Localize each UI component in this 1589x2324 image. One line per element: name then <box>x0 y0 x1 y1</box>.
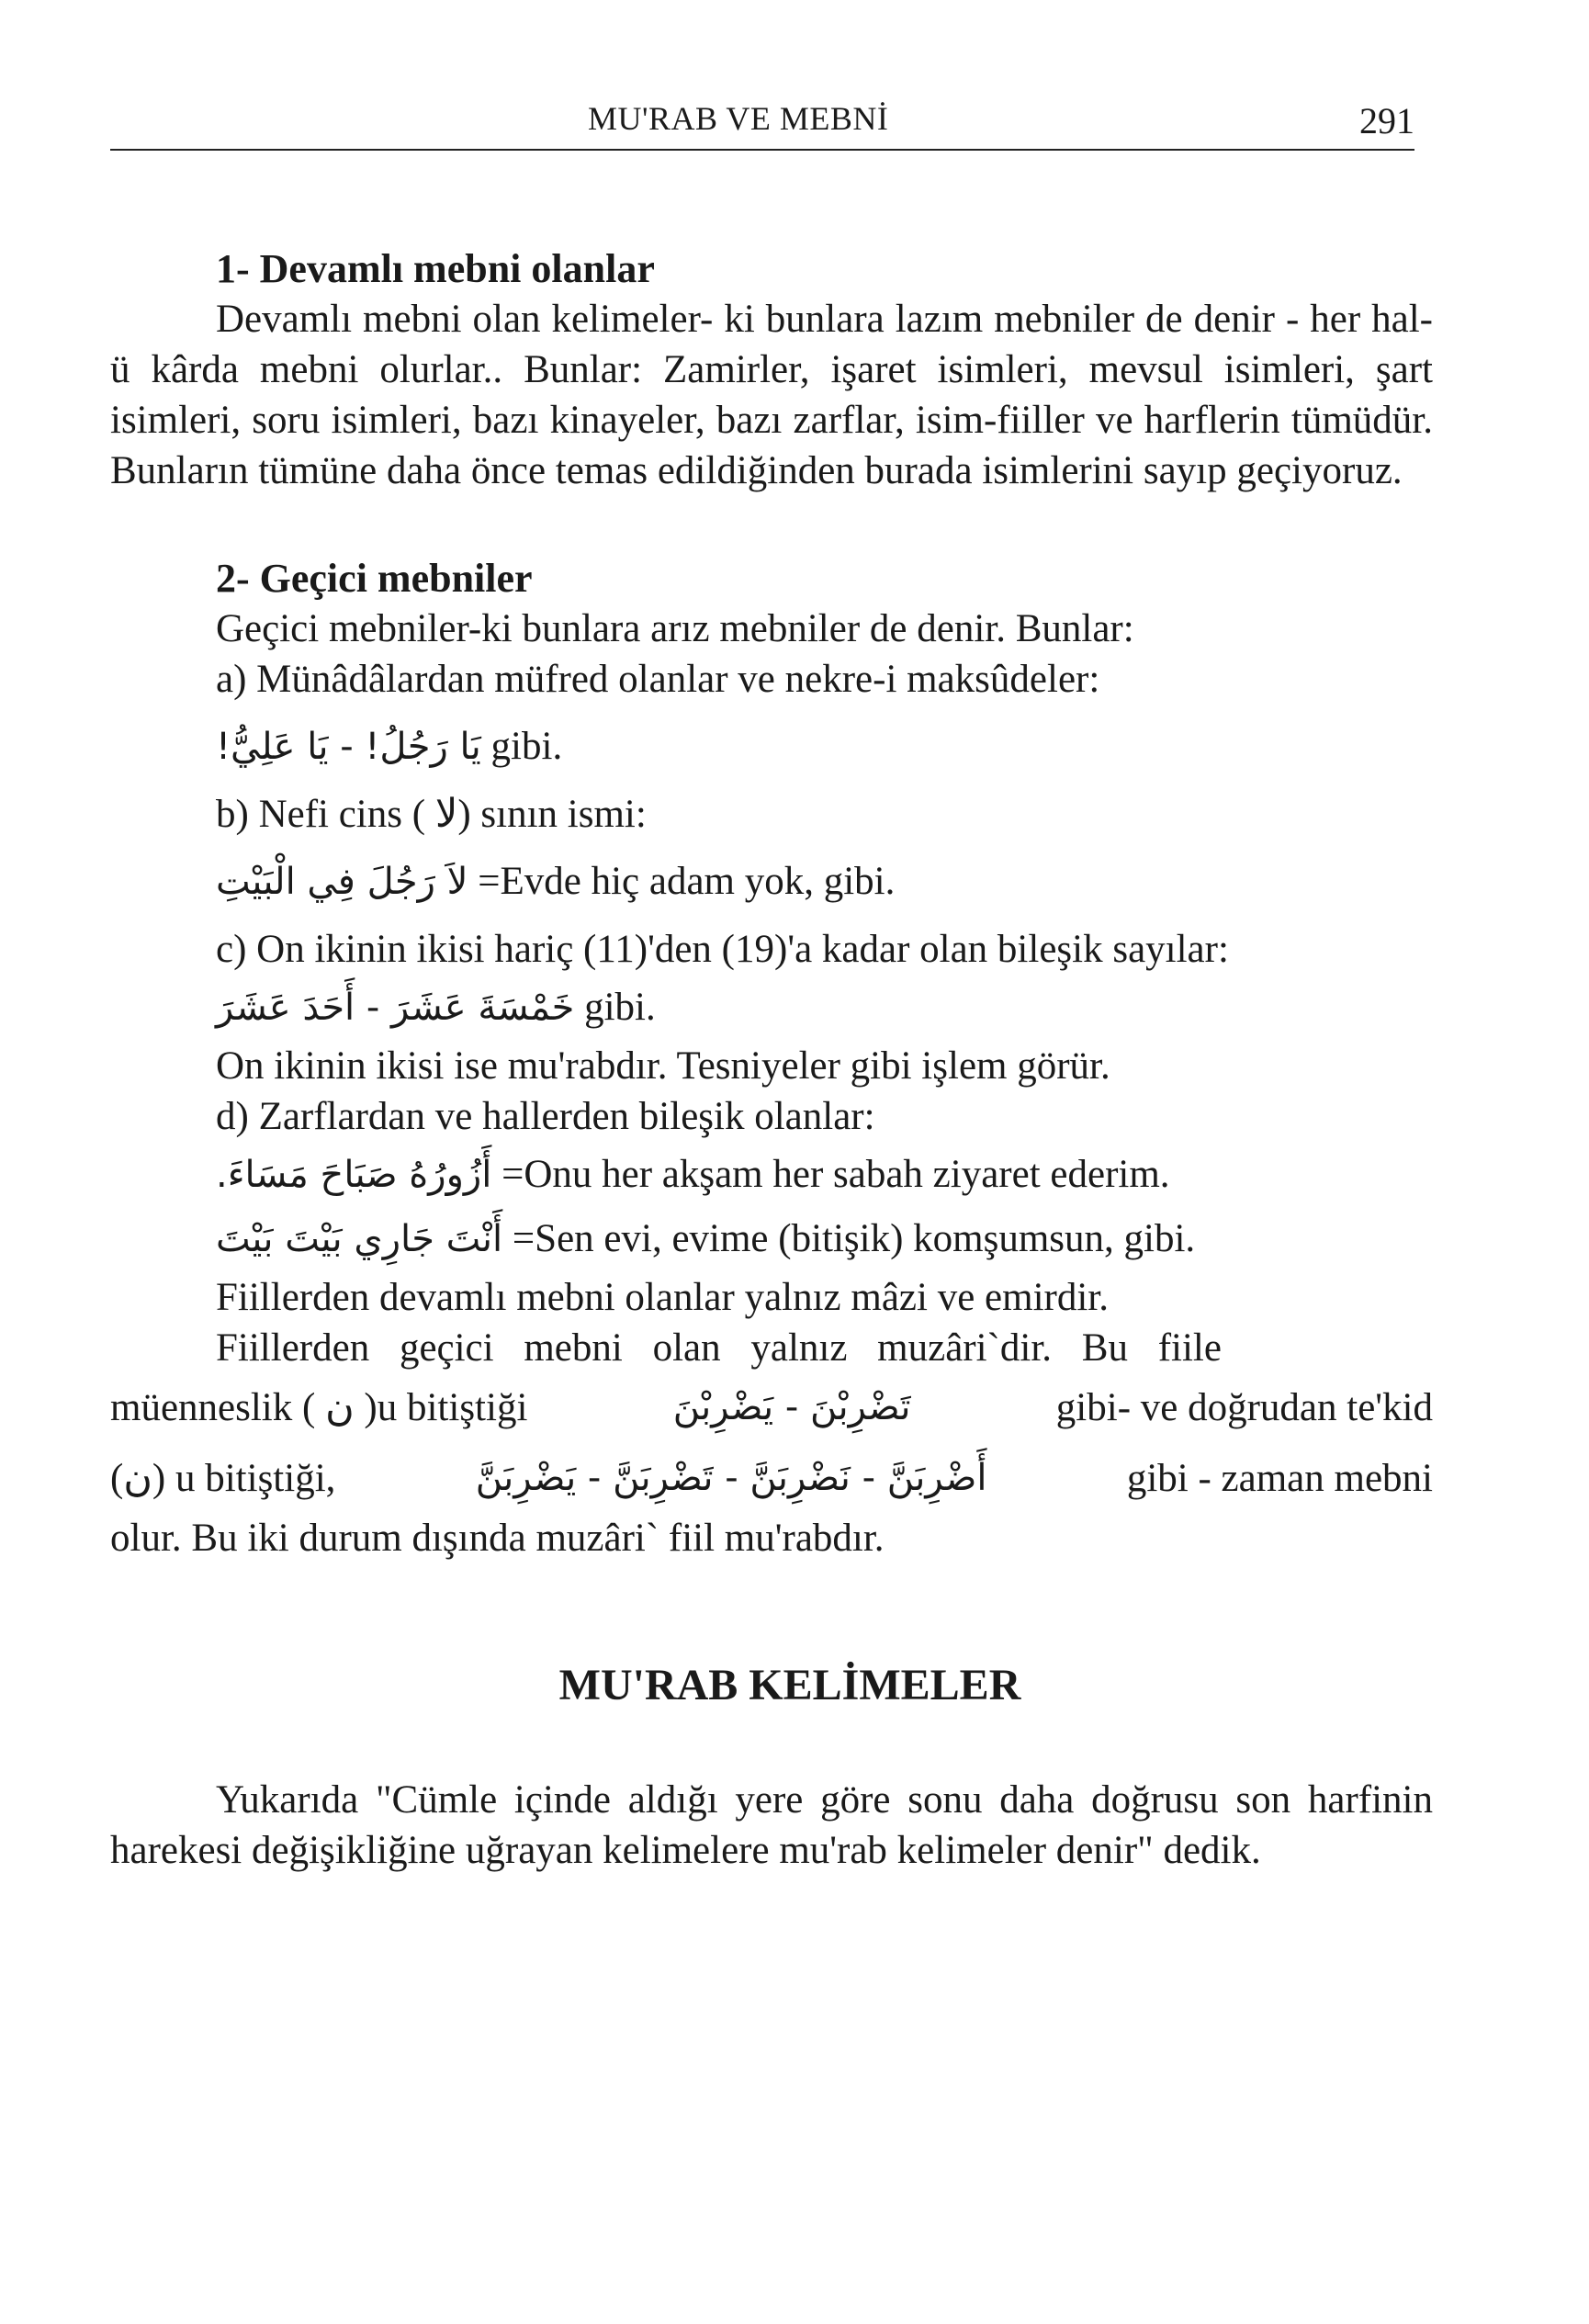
section-body-devamli: Devamlı mebni olan kelimeler- ki bunlara lazım mebniler de denir - her hal-ü kârda mebni olurlar.. Bunlar: Zamirler, işaret isimleri, mevsul isimleri, şart isimleri, soru isimleri, bazı kinayeler, bazı zarflar, isim-fiiller ve harflerin tümüdür. Bunların tümüne daha önce temas edildiğinden burada isimlerini sayıp geçiyoruz. <box>110 298 1433 492</box>
item-d-example-1 <box>110 1149 1433 1201</box>
item-c-example <box>110 982 1433 1033</box>
item-a-example <box>110 721 1433 773</box>
item-d-example-2 <box>110 1213 1433 1265</box>
verbs-line-3 <box>110 1382 1433 1433</box>
header-rule <box>110 149 1414 151</box>
item-d-label: d) Zarflardan ve hallerden bileşik olanlar: <box>216 1095 875 1138</box>
verbs-line-2-text: Fiillerden geçici mebni olan yalnız muzâri`dir. Bu fiile <box>216 1326 1222 1370</box>
arabic-example: لاَ رَجُلَ فِي الْبَيْتِ <box>216 861 468 903</box>
page-body <box>110 243 1433 1876</box>
item-c-note: On ikinin ikisi ise mu'rabdır. Tesniyeler gibi işlem görür. <box>216 1044 1110 1088</box>
arabic-example: أَنْتَ جَارِي بَيْتَ بَيْتَ <box>216 1218 503 1260</box>
section-intro-gecici: Geçici mebniler-ki bunlara arız mebniler de denir. Bunlar: <box>216 607 1134 650</box>
arabic-example: أَزُورُهُ صَبَاحَ مَسَاءَ. <box>216 1154 492 1196</box>
item-a-label: a) Münâdâlardan müfred olanlar ve nekre-i maksûdeler: <box>216 658 1100 701</box>
verbs-line-4-end: gibi - zaman mebni <box>1126 1457 1433 1500</box>
verbs-line-5: olur. Bu iki durum dışında muzâri` fiil mu'rabdır. <box>110 1517 885 1560</box>
verbs-line-1: Fiillerden devamlı mebni olanlar yalnız mâzi ve emirdir. <box>216 1276 1109 1319</box>
running-header <box>110 99 1414 154</box>
example-suffix: gibi. <box>490 725 563 768</box>
example-translation: =Sen evi, evime (bitişik) komşumsun, gibi. <box>512 1217 1196 1260</box>
section-heading-murab: MU'RAB KELİMELER <box>558 1661 1021 1709</box>
item-b-example <box>110 856 1433 908</box>
verbs-line-3-end: gibi- ve doğrudan te'kid <box>1055 1386 1433 1429</box>
verbs-line-4 <box>110 1453 1433 1504</box>
item-c-label: c) On ikinin ikisi hariç (11)'den (19)'a kadar olan bileşik sayılar: <box>216 928 1229 971</box>
section-heading-devamli: 1- Devamlı mebni olanlar <box>216 246 655 291</box>
verbs-line-3-start: müenneslik ( ن )u bitiştiği <box>110 1386 528 1429</box>
arabic-example: أَضْرِبَنَّ - نَضْرِبَنَّ - تَضْرِبَنَّ - يَضْرِبَنَّ <box>475 1457 987 1499</box>
arabic-example: يَا رَجُلُ! - يَا عَلِيُّ! <box>216 726 481 768</box>
arabic-example: خَمْسَةَ عَشَرَ - أَحَدَ عَشَرَ <box>216 987 575 1029</box>
arabic-example: تَضْرِبْنَ - يَضْرِبْنَ <box>672 1386 911 1428</box>
verbs-line-2 <box>110 1323 1433 1373</box>
example-suffix: gibi. <box>584 986 656 1029</box>
example-translation: =Evde hiç adam yok, gibi. <box>478 860 896 903</box>
section-body-murab: Yukarıda "Cümle içinde aldığı yere göre sonu daha doğrusu son harfinin harekesi değişikliğine uğrayan kelimelere mu'rab kelimeler denir" dedik. <box>110 1778 1433 1872</box>
example-translation: =Onu her akşam her sabah ziyaret ederim. <box>501 1153 1170 1196</box>
verbs-line-4-start: (ن) u bitiştiği, <box>110 1457 336 1500</box>
section-heading-gecici: 2- Geçici mebniler <box>216 556 533 601</box>
page-number: 291 <box>1359 100 1414 141</box>
item-b-label: b) Nefi cins ( لا) sının ismi: <box>216 793 647 836</box>
running-title: MU'RAB VE MEBNİ <box>588 100 889 137</box>
